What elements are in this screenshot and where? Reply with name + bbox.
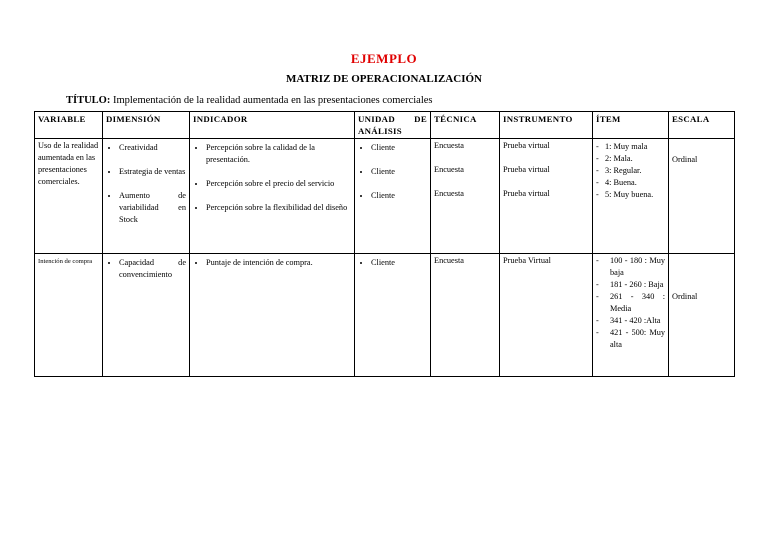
column-header-dimension: DIMENSIÓN [103, 112, 190, 139]
indicator-item: • Percepción sobre la flexibilidad del diseño [206, 202, 351, 214]
column-header-instrument: INSTRUMENTO [500, 112, 593, 139]
technique-item: Encuesta [434, 256, 464, 265]
scale-cell [669, 254, 735, 377]
matrix-title: MATRIZ DE OPERACIONALIZACIÓN [286, 73, 482, 85]
item-entry: - 4: Buena. [596, 177, 665, 189]
unit-item: • Cliente [371, 166, 427, 178]
dimension-cell [103, 139, 190, 254]
item-entry: - 341 - 420 :Alta [596, 315, 665, 327]
item-cell [593, 254, 669, 377]
instrument-item: Prueba virtual [503, 165, 550, 174]
dimension-item: • Aumento de variabilidad en Stock [119, 190, 186, 226]
item-cell [593, 139, 669, 254]
technique-cell [431, 139, 500, 254]
item-entry: - 1: Muy mala [596, 141, 665, 153]
item-entry: - 5: Muy buena. [596, 189, 665, 201]
operationalization-matrix [34, 111, 735, 377]
technique-cell [431, 254, 500, 377]
variable-cell [35, 254, 103, 377]
instrument-item: Prueba virtual [503, 141, 550, 150]
title-label: TÍTULO: [66, 95, 111, 106]
item-entry: - 100 - 180 : Muy baja [596, 255, 665, 279]
technique-item: Encuesta [434, 165, 464, 174]
instrument-item: Prueba virtual [503, 189, 550, 198]
dimension-item: • Capacidad de convencimiento [119, 257, 186, 281]
unit-item: • Cliente [371, 257, 427, 269]
indicator-item: • Percepción sobre la calidad de la presentación. [206, 142, 351, 166]
scale-value: Ordinal [672, 292, 698, 301]
indicator-item: • Percepción sobre el precio del servicio [206, 178, 351, 190]
item-entry: - 2: Mala. [596, 153, 665, 165]
technique-item: Encuesta [434, 189, 464, 198]
dimension-item: • Creatividad [119, 142, 186, 154]
table-row [35, 139, 735, 254]
unit-cell [355, 139, 431, 254]
scale-value: Ordinal [672, 155, 698, 164]
variable-text: Uso de la realidad aumentada en las presentaciones comerciales. [38, 141, 99, 186]
column-header-unit: UNIDAD DE ANÁLISIS [355, 112, 431, 139]
item-entry: - 181 - 260 : Baja [596, 279, 665, 291]
indicator-cell [190, 254, 355, 377]
technique-item: Encuesta [434, 141, 464, 150]
dimension-item: • Estrategia de ventas [119, 166, 186, 178]
column-header-technique: TÉCNICA [431, 112, 500, 139]
instrument-cell [500, 254, 593, 377]
unit-cell [355, 254, 431, 377]
item-entry: - 3: Regular. [596, 165, 665, 177]
document-title-line [66, 95, 433, 106]
unit-item: • Cliente [371, 142, 427, 154]
column-header-scale: ESCALA [669, 112, 735, 139]
variable-cell [35, 139, 103, 254]
header-row [35, 112, 735, 139]
variable-text: Intención de compra [38, 258, 93, 265]
unit-item: • Cliente [371, 190, 427, 202]
scale-cell [669, 139, 735, 254]
item-entry: - 421 - 500: Muy alta [596, 327, 665, 351]
indicator-item: • Puntaje de intención de compra. [206, 257, 351, 269]
column-header-item: ÍTEM [593, 112, 669, 139]
dimension-cell [103, 254, 190, 377]
example-heading: EJEMPLO [350, 51, 418, 66]
title-text: Implementación de la realidad aumentada en las presentaciones comerciales [112, 95, 433, 106]
indicator-cell [190, 139, 355, 254]
item-entry: - 261 - 340 : Media [596, 291, 665, 315]
instrument-cell [500, 139, 593, 254]
column-header-variable: VARIABLE [35, 112, 103, 139]
table-row [35, 254, 735, 377]
column-header-indicator: INDICADOR [190, 112, 355, 139]
instrument-item: Prueba Virtual [503, 256, 551, 265]
